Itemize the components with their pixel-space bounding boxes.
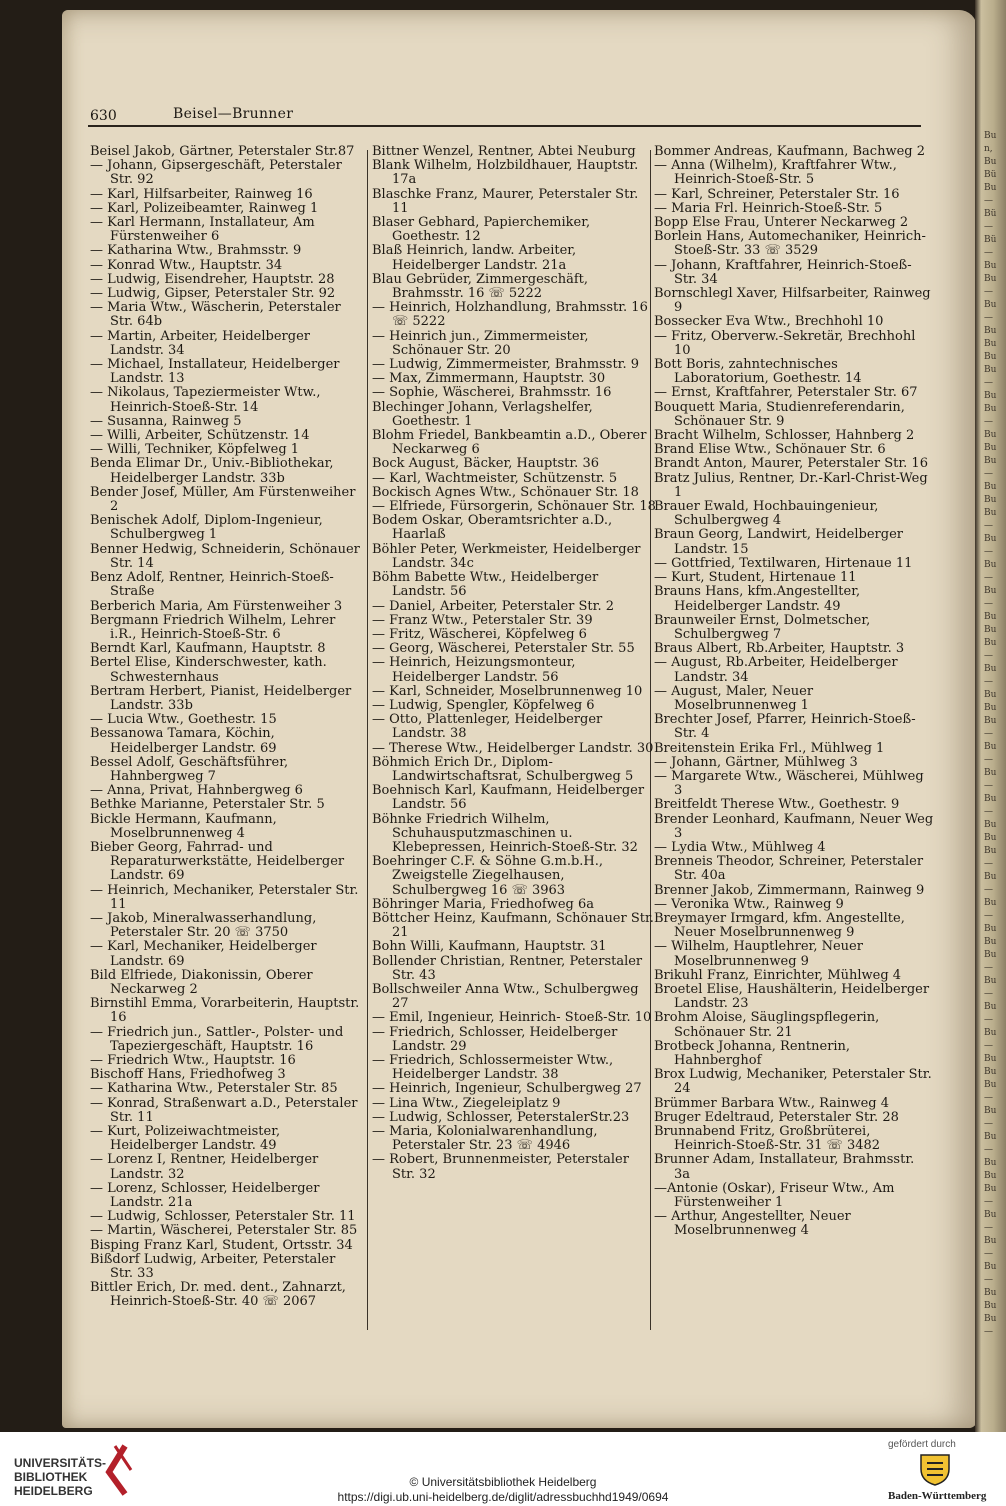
directory-entry: Bethke Marianne, Peterstaler Str. 5 [90, 797, 325, 813]
directory-entry: Borlein Hans, Automechaniker, Heinrich-Stoeß-Str. 33 ☏ 3529 [654, 229, 926, 259]
directory-entry: Bratz Julius, Rentner, Dr.-Karl-Christ-Weg 1 [654, 470, 928, 500]
directory-entry: Bittner Wenzel, Rentner, Abtei Neuburg [372, 144, 636, 159]
directory-entry: — Max, Zimmermann, Hauptstr. 30 [372, 371, 606, 387]
directory-entry: — Lina Wtw., Ziegeleiplatz 9 [372, 1095, 561, 1111]
directory-entry: — Ludwig, Eisendreher, Hauptstr. 28 [90, 271, 335, 287]
directory-entry: Bertel Elise, Kinderschwester, kath. Schwesternhaus [90, 655, 327, 685]
directory-entry: — Katharina Wtw., Brahmsstr. 9 [90, 243, 302, 259]
directory-entry: — Willi, Techniker, Köpfelweg 1 [90, 442, 300, 458]
directory-entry: Breitfeldt Therese Wtw., Goethestr. 9 [654, 797, 900, 813]
directory-entry: Bickle Hermann, Kaufmann, Moselbrunnenweg 4 [90, 811, 277, 841]
directory-entry: Blaß Heinrich, landw. Arbeiter, Heidelberger Landstr. 21a [372, 243, 577, 273]
directory-entry: — Fritz, Wäscherei, Köpfelweg 6 [372, 626, 587, 642]
directory-entry: Bockisch Agnes Wtw., Schönauer Str. 18 [372, 484, 639, 500]
directory-entry: — Johann, Gipsergeschäft, Peterstaler Str. 92 [90, 158, 342, 188]
directory-entry: Boehringer C.F. & Söhne G.m.b.H., Zweigstelle Ziegelhausen, Schulbergweg 16 ☏ 3963 [372, 854, 604, 898]
directory-entry: — Lorenz I, Rentner, Heidelberger Landstr. 32 [90, 1152, 319, 1182]
directory-entry: — Jakob, Mineralwasserhandlung, Peterstaler Str. 20 ☏ 3750 [90, 910, 317, 941]
directory-column-3 [654, 145, 934, 1239]
directory-entry: — Therese Wtw., Heidelberger Landstr. 30 [372, 740, 654, 756]
directory-entry: — Martin, Wäscherei, Peterstaler Str. 85 [90, 1223, 358, 1239]
directory-entry: Bessanowa Tamara, Köchin, Heidelberger Landstr. 69 [90, 726, 277, 756]
directory-entry: — Lucia Wtw., Goethestr. 15 [90, 712, 277, 728]
directory-entry: Bieber Georg, Fahrrad- und Reparaturwerkstätte, Heidelberger Landstr. 69 [90, 839, 345, 884]
directory-entry: — Lydia Wtw., Mühlweg 4 [654, 839, 826, 855]
directory-entry: — Otto, Plattenleger, Heidelberger Landstr. 38 [372, 712, 603, 742]
directory-entry: — Maria Frl. Heinrich-Stoeß-Str. 5 [654, 200, 883, 216]
directory-entry: Bouquett Maria, Studienreferendarin, Schönauer Str. 9 [654, 399, 905, 429]
permalink[interactable]: https://digi.ub.uni-heidelberg.de/diglit/adressbuchhd1949/0694 [337, 1490, 669, 1504]
directory-entry: Blaschke Franz, Maurer, Peterstaler Str. 11 [372, 186, 639, 216]
directory-entry: Bertram Herbert, Pianist, Heidelberger Landstr. 33b [90, 683, 352, 713]
running-head: Beisel—Brunner [173, 106, 294, 122]
directory-entry: — Robert, Brunnenmeister, Peterstaler Str. 32 [372, 1152, 629, 1182]
directory-entry: Brauns Hans, kfm.Angestellter, Heidelberger Landstr. 49 [654, 584, 861, 614]
funded-by-label: gefördert durch [888, 1439, 956, 1450]
directory-entry: Bopp Else Frau, Unterer Neckarweg 2 [654, 215, 909, 231]
directory-entry: — Karl, Schneider, Moselbrunnenweg 10 [372, 683, 643, 699]
directory-entry: — Karl Hermann, Installateur, Am Fürstenweiher 6 [90, 215, 315, 245]
directory-entry: — Friedrich, Schlossermeister Wtw., Heidelberger Landstr. 38 [372, 1053, 614, 1083]
directory-entry: — Konrad Wtw., Hauptstr. 34 [90, 257, 283, 273]
directory-column-2 [372, 145, 656, 1182]
directory-entry: Bruger Edeltraud, Peterstaler Str. 28 [654, 1109, 899, 1125]
directory-entry: Benischek Adolf, Diplom-Ingenieur, Schulbergweg 1 [90, 513, 323, 543]
directory-entry: — Lorenz, Schlosser, Heidelberger Landstr. 21a [90, 1180, 320, 1211]
directory-entry: Böhler Peter, Werkmeister, Heidelberger Landstr. 34c [372, 541, 641, 571]
directory-entry: Brender Leonhard, Kaufmann, Neuer Weg 3 [654, 811, 934, 841]
directory-entry: Blau Gebrüder, Zimmergeschäft, Brahmsstr. 16 ☏ 5222 [372, 271, 589, 302]
directory-entry: Bock August, Bäcker, Hauptstr. 36 [372, 456, 599, 472]
directory-entry: — Ludwig, Schlosser, Peterstaler Str. 11 [90, 1209, 356, 1225]
directory-entry: — August, Rb.Arbeiter, Heidelberger Landstr. 34 [654, 655, 898, 685]
directory-entry: Bohn Willi, Kaufmann, Hauptstr. 31 [372, 939, 607, 955]
directory-entry: — Gottfried, Textilwaren, Hirtenaue 11 [654, 555, 913, 571]
directory-entry: — Franz Wtw., Peterstaler Str. 39 [372, 612, 593, 628]
directory-entry: Brenner Jakob, Zimmermann, Rainweg 9 [654, 882, 925, 898]
copyright-notice: © Universitätsbibliothek Heidelberg [409, 1475, 597, 1489]
directory-entry: — Martin, Arbeiter, Heidelberger Landstr. 34 [90, 328, 310, 358]
directory-entry: — Heinrich jun., Zimmermeister, Schönauer Str. 20 [372, 328, 589, 358]
directory-entry: Böhnke Friedrich Wilhelm, Schuhausputzmaschinen u. Klebepressen, Heinrich-Stoeß-Str. 32 [372, 811, 638, 855]
directory-entry: Brenneis Theodor, Schreiner, Peterstaler Str. 40a [654, 854, 924, 884]
directory-entry: Bischoff Hans, Friedhofweg 3 [90, 1067, 286, 1083]
directory-entry: Brümmer Barbara Wtw., Rainweg 4 [654, 1095, 890, 1111]
directory-entry: Birnstihl Emma, Vorarbeiterin, Hauptstr. 16 [90, 996, 360, 1026]
directory-entry: Benner Hedwig, Schneiderin, Schönauer Str. 14 [90, 541, 360, 571]
directory-entry: Bessel Adolf, Geschäftsführer, Hahnbergweg 7 [90, 754, 289, 784]
directory-entry: Böhmich Erich Dr., Diplom-Landwirtschaftsrat, Schulbergweg 5 [372, 754, 634, 784]
directory-entry: Böttcher Heinz, Kaufmann, Schönauer Str. 21 [372, 910, 654, 941]
directory-entry: Brotbeck Johanna, Rentnerin, Hahnberghof [654, 1038, 851, 1068]
directory-entry: — Johann, Gärtner, Mühlweg 3 [654, 754, 858, 770]
directory-entry: — Emil, Ingenieur, Heinrich- Stoeß-Str. 10 [372, 1010, 652, 1026]
directory-entry: —Antonie (Oskar), Friseur Wtw., Am Fürstenweiher 1 [654, 1180, 895, 1211]
directory-entry: — Katharina Wtw., Peterstaler Str. 85 [90, 1081, 338, 1097]
directory-entry: Brandt Anton, Maurer, Peterstaler Str. 16 [654, 456, 928, 472]
funder-name: Baden-Württemberg [888, 1490, 987, 1502]
column-divider [367, 150, 368, 1330]
directory-entry: Brunner Adam, Installateur, Brahmsstr. 3a [654, 1152, 915, 1182]
directory-entry: — Nikolaus, Tapeziermeister Wtw., Heinrich-Stoeß-Str. 14 [90, 385, 321, 415]
directory-entry: Boehnisch Karl, Kaufmann, Heidelberger Landstr. 56 [372, 783, 645, 813]
directory-entry: — Elfriede, Fürsorgerin, Schönauer Str. 18 [372, 499, 656, 515]
header-rule [88, 125, 921, 127]
directory-entry: — Anna, Privat, Hahnbergweg 6 [90, 783, 303, 799]
directory-entry: Bommer Andreas, Kaufmann, Bachweg 2 [654, 144, 925, 159]
directory-entry: Bollender Christian, Rentner, Peterstaler Str. 43 [372, 953, 643, 983]
directory-entry: — Anna (Wilhelm), Kraftfahrer Wtw., Heinrich-Stoeß-Str. 5 [654, 158, 897, 188]
directory-entry: Bender Josef, Müller, Am Fürstenweiher 2 [90, 484, 356, 515]
directory-entry: Bergmann Friedrich Wilhelm, Lehrer i.R., Heinrich-Stoeß-Str. 6 [90, 612, 336, 642]
directory-entry: Bodem Oskar, Oberamtsrichter a.D., Haarlaß [372, 513, 613, 543]
directory-entry: — Kurt, Student, Hirtenaue 11 [654, 570, 857, 586]
state-emblem-icon [913, 1451, 957, 1491]
directory-entry: — Heinrich, Mechaniker, Peterstaler Str. 11 [90, 882, 359, 912]
directory-entry: Bott Boris, zahntechnisches Laboratorium, Goethestr. 14 [654, 357, 862, 387]
directory-entry: Benz Adolf, Rentner, Heinrich-Stoeß-Straße [90, 570, 334, 600]
adjacent-page-text: Bu n, Bu Bü Bu — Bü — Bü — Bu Bu — Bu — Bu Bu Bu Bu — Bu Bu — Bu Bu Bu — Bu Bu Bu — Bu — Bu — Bu — Bu Bu Bu — Bu — Bu Bu Bu — Bu — Bu — Bu — Bu Bu Bu — Bu — Bu — Bu Bu Bu — Bu — Bu — Bu — Bu Bu Bu — Bu — Bu — Bu Bu Bu — Bu — Bu — Bu — Bu Bu Bu — [984, 131, 997, 1337]
directory-entry: Bittler Erich, Dr. med. dent., Zahnarzt, Heinrich-Stoeß-Str. 40 ☏ 2067 [90, 1280, 346, 1310]
directory-entry: Braunweiler Ernst, Dolmetscher, Schulbergweg 7 [654, 612, 871, 642]
directory-entry: — Karl, Mechaniker, Heidelberger Landstr. 69 [90, 939, 317, 969]
directory-entry: — Daniel, Arbeiter, Peterstaler Str. 2 [372, 598, 614, 614]
directory-entry: — Sophie, Wäscherei, Brahmsstr. 16 [372, 385, 612, 401]
directory-entry: Blaser Gebhard, Papierchemiker, Goethestr. 12 [372, 215, 591, 245]
directory-entry: — Susanna, Rainweg 5 [90, 413, 242, 429]
page-number: 630 [90, 108, 117, 124]
library-logo-text: UNIVERSITÄTS- BIBLIOTHEK HEIDELBERG [14, 1456, 107, 1498]
directory-entry: Benda Elimar Dr., Univ.-Bibliothekar, Heidelberger Landstr. 33b [90, 456, 334, 486]
directory-entry: Brikuhl Franz, Einrichter, Mühlweg 4 [654, 967, 902, 983]
directory-entry: Bild Elfriede, Diakonissin, Oberer Neckarweg 2 [90, 967, 313, 997]
directory-entry: Braus Albert, Rb.Arbeiter, Hauptstr. 3 [654, 641, 905, 657]
directory-entry: — Friedrich Wtw., Hauptstr. 16 [90, 1053, 296, 1068]
directory-entry: Bossecker Eva Wtw., Brechhohl 10 [654, 314, 884, 330]
directory-entry: — Georg, Wäscherei, Peterstaler Str. 55 [372, 641, 635, 657]
directory-entry: — Karl, Schreiner, Peterstaler Str. 16 [654, 186, 900, 202]
directory-entry: — Ludwig, Zimmermeister, Brahmsstr. 9 [372, 357, 640, 373]
directory-entry: Blechinger Johann, Verlagshelfer, Goethestr. 1 [372, 399, 593, 429]
directory-entry: — Wilhelm, Hauptlehrer, Neuer Moselbrunnenweg 9 [654, 939, 863, 969]
directory-entry: Berberich Maria, Am Fürstenweiher 3 [90, 598, 343, 614]
directory-entry: Brunnabend Fritz, Großbrüterei, Heinrich-Stoeß-Str. 31 ☏ 3482 [654, 1124, 881, 1154]
directory-entry: — Margarete Wtw., Wäscherei, Mühlweg 3 [654, 768, 924, 799]
directory-entry: — Heinrich, Holzhandlung, Brahmsstr. 16 ☏ 5222 [372, 300, 648, 330]
directory-entry: Breymayer Irmgard, kfm. Angestellte, Neuer Moselbrunnenweg 9 [654, 910, 905, 941]
directory-entry: — August, Maler, Neuer Moselbrunnenweg 1 [654, 683, 814, 713]
directory-entry: Blank Wilhelm, Holzbildhauer, Hauptstr. 17a [372, 158, 639, 188]
directory-entry: Bornschlegl Xaver, Hilfsarbeiter, Rainweg 9 [654, 286, 931, 316]
directory-entry: Bisping Franz Karl, Student, Ortsstr. 34 [90, 1237, 353, 1253]
directory-entry: Brohm Aloise, Säuglingspflegerin, Schönauer Str. 21 [654, 1010, 880, 1040]
directory-entry: — Heinrich, Ingenieur, Schulbergweg 27 [372, 1081, 642, 1097]
directory-entry: Brauer Ewald, Hochbauingenieur, Schulbergweg 4 [654, 499, 879, 529]
directory-entry: — Ludwig, Schlosser, PeterstalerStr.23 [372, 1109, 630, 1125]
directory-entry: — Maria Wtw., Wäscherin, Peterstaler Str. 64b [90, 300, 341, 330]
directory-entry: — Heinrich, Heizungsmonteur, Heidelberger Landstr. 56 [372, 655, 576, 685]
directory-entry: Braun Georg, Landwirt, Heidelberger Landstr. 15 [654, 527, 903, 557]
directory-entry: — Kurt, Polizeiwachtmeister, Heidelberger Landstr. 49 [90, 1124, 281, 1154]
directory-entry: — Johann, Kraftfahrer, Heinrich-Stoeß- Str. 34 [654, 257, 912, 287]
directory-entry: Broetel Elise, Haushälterin, Heidelberger Landstr. 23 [654, 981, 930, 1012]
directory-entry: Bißdorf Ludwig, Arbeiter, Peterstaler Str. 33 [90, 1251, 336, 1282]
directory-entry: Böhringer Maria, Friedhofweg 6a [372, 896, 595, 912]
directory-entry: — Ernst, Kraftfahrer, Peterstaler Str. 67 [654, 385, 918, 401]
directory-entry: — Willi, Arbeiter, Schützenstr. 14 [90, 428, 310, 444]
directory-entry: Brox Ludwig, Mechaniker, Peterstaler Str. 24 [654, 1067, 932, 1097]
directory-column-1 [90, 145, 362, 1310]
directory-entry: Beisel Jakob, Gärtner, Peterstaler Str.87 [90, 144, 355, 159]
directory-entry: — Ludwig, Gipser, Peterstaler Str. 92 [90, 286, 336, 302]
directory-entry: Brechter Josef, Pfarrer, Heinrich-Stoeß-Str. 4 [654, 712, 916, 742]
directory-entry: Berndt Karl, Kaufmann, Hauptstr. 8 [90, 641, 326, 657]
directory-entry: Blohm Friedel, Bankbeamtin a.D., Oberer Neckarweg 6 [372, 428, 647, 458]
directory-entry: — Karl, Wachtmeister, Schützenstr. 5 [372, 470, 618, 486]
directory-entry: Bollschweiler Anna Wtw., Schulbergweg 27 [372, 981, 639, 1012]
directory-entry: — Fritz, Oberverw.-Sekretär, Brechhohl 10 [654, 328, 916, 358]
directory-entry: — Karl, Hilfsarbeiter, Rainweg 16 [90, 186, 313, 202]
directory-entry: — Michael, Installateur, Heidelberger Landstr. 13 [90, 357, 340, 387]
directory-entry: Breitenstein Erika Frl., Mühlweg 1 [654, 740, 885, 756]
directory-entry: Böhm Babette Wtw., Heidelberger Landstr. 56 [372, 570, 599, 600]
directory-entry: — Maria, Kolonialwarenhandlung, Peterstaler Str. 23 ☏ 4946 [372, 1124, 598, 1154]
directory-entry: — Konrad, Straßenwart a.D., Peterstaler Str. 11 [90, 1095, 358, 1125]
directory-entry: — Karl, Polizeibeamter, Rainweg 1 [90, 200, 319, 216]
directory-entry: — Friedrich, Schlosser, Heidelberger Landstr. 29 [372, 1024, 618, 1054]
directory-entry: — Arthur, Angestellter, Neuer Moselbrunnenweg 4 [654, 1209, 851, 1239]
directory-entry: — Ludwig, Spengler, Köpfelweg 6 [372, 697, 595, 713]
directory-entry: Bracht Wilhelm, Schlosser, Hahnberg 2 [654, 428, 915, 444]
directory-entry: — Veronika Wtw., Rainweg 9 [654, 896, 844, 912]
directory-entry: Brand Elise Wtw., Schönauer Str. 6 [654, 442, 886, 458]
directory-entry: — Friedrich jun., Sattler-, Polster- und Tapeziergeschäft, Hauptstr. 16 [90, 1024, 344, 1054]
